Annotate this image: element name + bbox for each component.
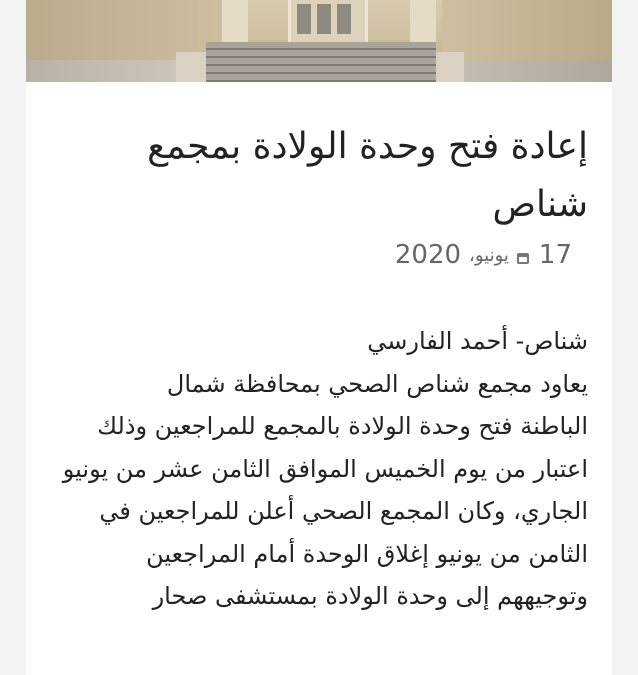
- date-month: يونيو،: [469, 244, 509, 266]
- article-paragraph-line: يعاود مجمع شناص الصحي بمحافظة شمال: [166, 369, 588, 398]
- article-body: [42, 320, 588, 618]
- article-paragraph-line: وتوجيههم إلى وحدة الولادة بمستشفى صحار: [152, 582, 588, 610]
- date-year: 2020: [394, 240, 462, 270]
- calendar-icon: [517, 253, 529, 264]
- article-paragraph-line: الباطنة فتح وحدة الولادة بالمجمع للمراجعين وذلك: [97, 412, 588, 440]
- article-featured-image: [26, 0, 612, 82]
- date-day: 17: [538, 240, 572, 270]
- article-card: [26, 0, 612, 675]
- article-byline: شناص- أحمد الفارسي: [367, 327, 588, 355]
- article-paragraph-line: الجاري، وكان المجمع الصحي أعلن للمراجعين في: [99, 497, 588, 525]
- article-date: [395, 240, 572, 270]
- article-paragraph-line: الثامن من يونيو إغلاق الوحدة أمام المراجعين: [146, 539, 588, 568]
- article-title: إعادة فتح وحدة الولادة بمجمع شناص: [147, 126, 588, 225]
- article-paragraph-line: اعتبار من يوم الخميس الموافق الثامن عشر من يونيو: [62, 454, 588, 483]
